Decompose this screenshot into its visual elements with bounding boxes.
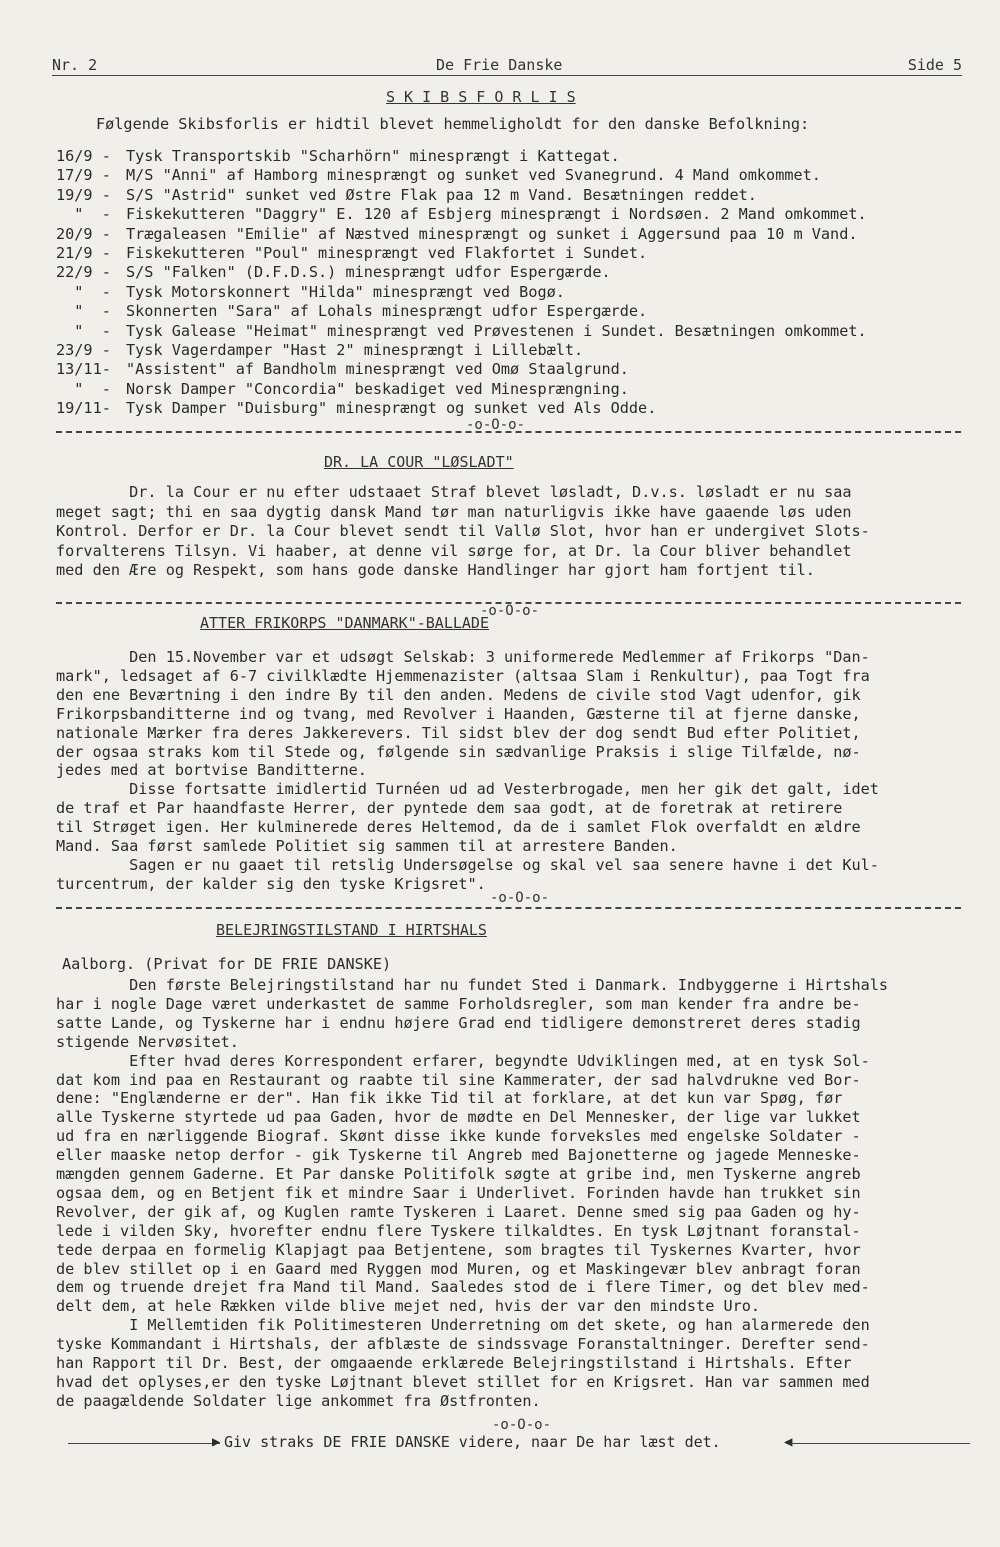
text-line: mark", ledsaget af 6-7 civilklædte Hjemmenazister (altsaa Slam i Renkultur), paa Togt fra	[56, 666, 870, 685]
arrow-left-icon: ◀	[784, 1434, 793, 1450]
text-line: jedes med at bortvise Banditterne.	[56, 761, 367, 780]
text-line: nationale Mærker fra deres Jakkerevers. Til sidst blev der dog sendt Bud efter Politiet,	[56, 723, 861, 742]
shipwreck-entry	[56, 359, 629, 379]
shipwreck-description: Tysk Damper "Duisburg" minesprængt og sunket ved Als Odde.	[126, 399, 657, 418]
text-line: Mand. Saa først samlede Politiet sig sammen til at arrestere Banden.	[56, 837, 678, 855]
section-title-frikorps: ATTER FRIKORPS "DANMARK"-BALLADE	[200, 614, 489, 632]
shipwreck-entry	[56, 301, 647, 321]
shipwreck-date: " -	[56, 321, 111, 340]
shipwreck-entry	[56, 282, 565, 302]
shipwreck-entry	[56, 224, 858, 244]
shipwreck-description: S/S "Falken" (D.F.D.S.) minesprængt udfor Espergærde.	[126, 263, 611, 282]
shipwreck-entry	[56, 165, 821, 185]
shipwreck-date: " -	[56, 302, 111, 321]
text-line: delt dem, at hele Rækken vilde blive mejet ned, hvis der var den mindste Uro.	[56, 1297, 761, 1316]
shipwreck-date: " -	[56, 205, 111, 224]
shipwreck-entry	[56, 379, 629, 399]
shipwreck-date: 16/9 -	[56, 147, 111, 165]
text-line: tyske Kommandant i Hirtshals, der afblæste de sindssvage Foranstaltninger. Derefter send-	[56, 1335, 870, 1354]
shipwreck-date: 19/9 -	[56, 185, 111, 204]
separator: -o-O-o-	[492, 1417, 552, 1433]
shipwreck-entry	[56, 243, 647, 263]
arrow-right-line	[790, 1443, 970, 1444]
header-rule	[52, 75, 962, 76]
text-line: Den 15.November var et udsøgt Selskab: 3 uniformerede Medlemmer af Frikorps "Dan-	[56, 648, 870, 666]
text-line: alle Tyskerne styrtede ud paa Gaden, hvor de mødte en Del Mennesker, der lige var lukket	[56, 1108, 861, 1127]
page-number: Side 5	[907, 56, 962, 74]
text-line: satte Lande, og Tyskerne har i endnu højere Grad end tidligere demonstreret deres stadig	[56, 1013, 861, 1032]
arrow-left-line	[68, 1443, 220, 1444]
text-line: har i nogle Dage været underkastet de samme Forholdsregler, som man kender fra andre be-	[56, 994, 861, 1013]
separator: -o-O-o-	[466, 417, 526, 433]
shipwreck-date: " -	[56, 282, 111, 301]
text-line: forvalterens Tilsyn. Vi haaber, at denne vil sørge for, at Dr. la Cour bliver behandlet	[56, 541, 852, 560]
text-line: Kontrol. Derfor er Dr. la Cour blevet sendt til Vallø Slot, hvor han er undergivet Slots-	[56, 522, 870, 541]
shipwreck-description: Fiskekutteren "Poul" minesprængt ved Flakfortet i Sundet.	[126, 244, 648, 262]
footer-banner	[68, 1433, 978, 1457]
text-line: han Rapport til Dr. Best, der omgaaende erklærede Belejringstilstand i Hirtshals. Efter	[56, 1354, 852, 1372]
text-line: Den første Belejringstilstand har nu fundet Sted i Danmark. Indbyggerne i Hirtshals	[56, 976, 889, 994]
shipwreck-description: Tysk Motorskonnert "Hilda" minesprængt ved Bogø.	[126, 282, 565, 301]
shipwreck-description: Fiskekutteren "Daggry" E. 120 af Esbjerg minesprængt i Nordsøen. 2 Mand omkommet.	[126, 205, 867, 224]
shipwreck-description: Skonnerten "Sara" af Lohals minesprængt udfor Espergærde.	[126, 302, 648, 321]
text-line: til Strøget igen. Her kulminerede deres Heltemod, da de i samlet Flok overfaldt en ældre	[56, 818, 861, 837]
text-line: Disse fortsatte imidlertid Turnéen ud ad Vesterbrogade, men her gik det galt, idet	[56, 780, 879, 799]
text-line: dem og truende drejet fra Mand til Mand. Saaledes stod de i flere Timer, og det blev med-	[56, 1278, 870, 1297]
shipwreck-date: 23/9 -	[56, 341, 111, 359]
dashed-rule	[56, 431, 961, 433]
text-line: I Mellemtiden fik Politimesteren Underretning om det skete, og han alarmerede den	[56, 1316, 870, 1335]
shipwreck-entry	[56, 262, 611, 282]
text-line: der ogsaa straks kom til Stede og, følgende sin sædvanlige Praksis i slige Tilfælde, nø-	[56, 742, 861, 761]
text-line: de traf et Par haandfaste Herrer, der pyntede dem saa godt, at de foretrak at retirere	[56, 799, 843, 818]
text-line: Frikorpsbanditterne ind og tvang, med Revolver i Haanden, Gæsterne til at fjerne danske,	[56, 704, 861, 723]
text-line: dene: "Englænderne er der". Han fik ikke Tid til at forklare, at det kun var Spøg, før	[56, 1089, 843, 1108]
shipwreck-date: 20/9 -	[56, 224, 111, 243]
shipwreck-description: Tysk Vagerdamper "Hast 2" minesprængt i Lillebælt.	[126, 341, 584, 359]
text-line: Sagen er nu gaaet til retslig Undersøgelse og skal vel saa senere havne i det Kul-	[56, 855, 879, 874]
shipwreck-description: M/S "Anni" af Hamborg minesprængt og sunket ved Svanegrund. 4 Mand omkommet.	[126, 166, 821, 185]
shipwreck-description: Tysk Galease "Heimat" minesprængt ved Prøvestenen i Sundet. Besætningen omkommet.	[126, 321, 867, 340]
footer-text: Giv straks DE FRIE DANSKE videre, naar De har læst det.	[224, 1433, 721, 1451]
shipwreck-entry	[56, 146, 620, 166]
text-line: de blev stillet op i en Gaard med Ryggen mod Muren, og et Maskingevær blev anbragt foran	[56, 1259, 861, 1278]
shipwreck-entry	[56, 398, 656, 418]
shipwreck-date: 19/11-	[56, 399, 111, 418]
newspaper-title: De Frie Danske	[436, 56, 563, 74]
dashed-rule	[56, 907, 961, 909]
dateline: Aalborg. (Privat for DE FRIE DANSKE)	[62, 955, 392, 973]
text-line: dat kom ind paa en Restaurant og raabte til sine Kammerater, der sad halvdrukne ved Bor-	[56, 1070, 861, 1089]
text-line: meget sagt; thi en saa dygtig dansk Mand tør man naturligvis ikke have gaaende løs uden	[56, 502, 852, 521]
text-line: mængden gennem Gaderne. Et Par danske Politifolk søgte at gribe ind, men Tyskerne angreb	[56, 1165, 861, 1183]
shipwreck-date: 17/9 -	[56, 166, 111, 185]
shipwreck-date: 22/9 -	[56, 263, 111, 282]
text-line: eller maaske netop derfor - gik Tyskerne til Angreb med Bajonetterne og jagede Menneske-	[56, 1146, 861, 1165]
section-title-lacour: DR. LA COUR "LØSLADT"	[324, 453, 514, 471]
text-line: den ene Beværtning i den indre By til den anden. Medens de civile stod Vagt udenfor, gik	[56, 685, 861, 704]
separator: -o-O-o-	[480, 603, 540, 619]
text-line: lede i vilden Sky, hvorefter endnu flere Tyskere tilkaldtes. En tysk Løjtnant foranstal-	[56, 1221, 861, 1240]
shipwreck-entry	[56, 340, 583, 360]
text-line: turcentrum, der kalder sig den tyske Krigsret".	[56, 874, 486, 893]
shipwreck-description: Norsk Damper "Concordia" beskadiget ved Minesprængning.	[126, 379, 629, 398]
text-line: med den Ære og Respekt, som hans gode danske Handlinger har gjort ham fortjent til.	[56, 561, 815, 580]
text-line: tede derpaa en formelig Klapjagt paa Betjentene, som bragtes til Tyskernes Kvarter, hvor	[56, 1240, 861, 1259]
shipwreck-description: Trægaleasen "Emilie" af Næstved minesprængt og sunket i Aggersund paa 10 m Vand.	[126, 224, 858, 243]
section-title-skibsforlis: S K I B S F O R L I S	[386, 88, 576, 106]
text-line: de paagældende Soldater lige ankommet fra Østfronten.	[56, 1391, 541, 1410]
shipwreck-entry	[56, 185, 757, 205]
shipwreck-date: 13/11-	[56, 360, 111, 379]
text-line: ud fra en nærliggende Biograf. Skønt disse ikke kunde forveksles med engelske Soldater -	[56, 1127, 861, 1146]
shipwreck-entry	[56, 321, 867, 341]
text-line: stigende Nervøsitet.	[56, 1032, 239, 1051]
shipwreck-date: " -	[56, 379, 111, 398]
arrow-right-icon: ▶	[212, 1434, 221, 1450]
shipwreck-description: Tysk Transportskib "Scharhörn" minesprængt i Kattegat.	[126, 147, 620, 165]
text-line: ogsaa dem, og en Betjent fik et mindre Saar i Underlivet. Forinden havde han trukket sin	[56, 1183, 861, 1202]
issue-number: Nr. 2	[52, 56, 98, 74]
text-line: Revolver, der gik af, og Kuglen ramte Tyskeren i Laaret. Denne smed sig paa Gaden og hy-	[56, 1202, 861, 1221]
text-line: hvad det oplyses,er den tyske Løjtnant blevet stillet for en Krigsret. Han var sammen med	[56, 1372, 870, 1391]
skibsforlis-intro: Følgende Skibsforlis er hidtil blevet hemmeligholdt for den danske Befolkning:	[96, 115, 810, 133]
text-line: Efter hvad deres Korrespondent erfarer, begyndte Udviklingen med, at en tysk Sol-	[56, 1051, 870, 1070]
separator: -o-O-o-	[490, 890, 550, 906]
shipwreck-description: "Assistent" af Bandholm minesprængt ved Omø Staalgrund.	[126, 360, 629, 379]
shipwreck-entry	[56, 204, 867, 224]
section-title-hirtshals: BELEJRINGSTILSTAND I HIRTSHALS	[216, 921, 487, 939]
dashed-rule	[56, 602, 961, 604]
text-line: Dr. la Cour er nu efter udstaaet Straf blevet løsladt, D.v.s. løsladt er nu saa	[56, 483, 852, 501]
shipwreck-date: 21/9 -	[56, 244, 111, 262]
shipwreck-description: S/S "Astrid" sunket ved Østre Flak paa 12 m Vand. Besætningen reddet.	[126, 185, 757, 204]
